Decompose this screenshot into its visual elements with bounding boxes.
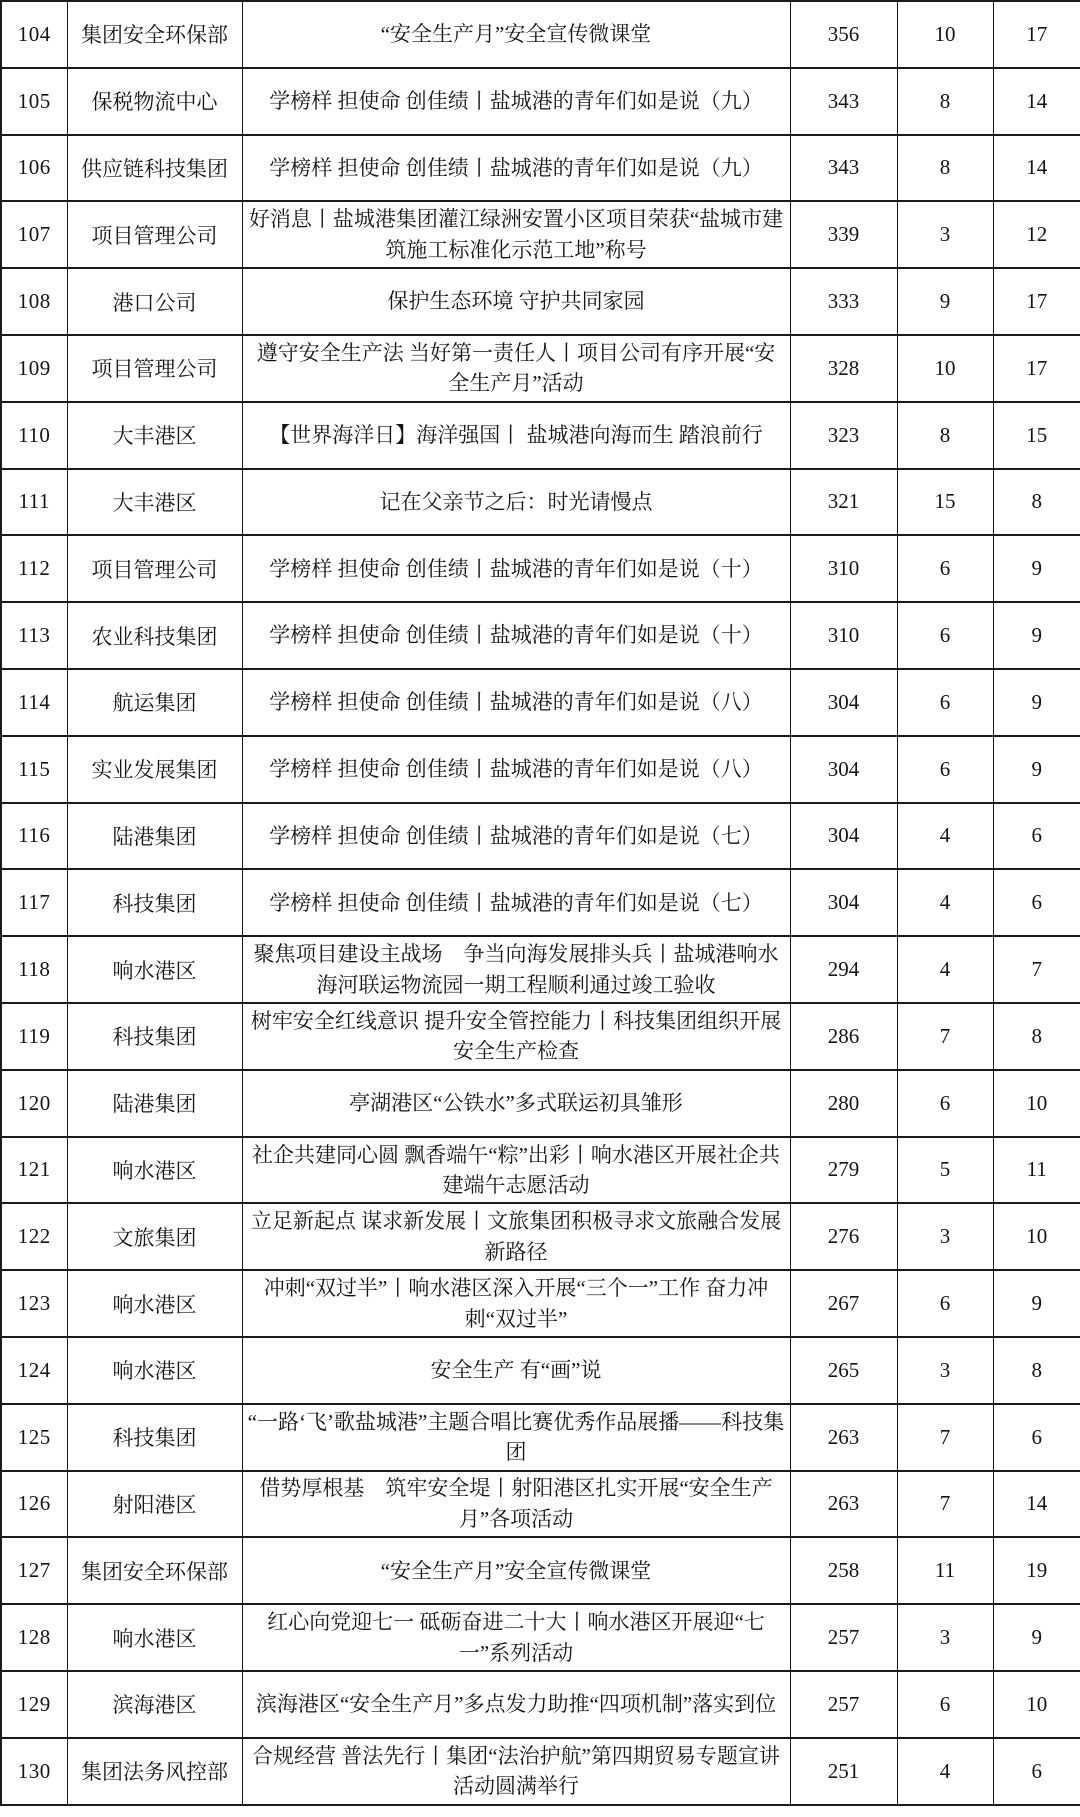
article-title-cell: 学榜样 担使命 创佳绩丨盐城港的青年们如是说（十） <box>242 602 790 669</box>
article-title-cell: 滨海港区“安全生产月”多点发力助推“四项机制”落实到位 <box>242 1671 790 1738</box>
department-cell: 项目管理公司 <box>67 201 242 268</box>
table-row <box>1 402 1080 469</box>
article-title-cell: 合规经营 普法先行丨集团“法治护航”第四期贸易专题宣讲活动圆满举行 <box>242 1738 790 1805</box>
table-row <box>1 68 1080 135</box>
table-row <box>1 469 1080 536</box>
count-cell-1: 276 <box>790 1203 897 1270</box>
count-cell-1: 286 <box>790 1003 897 1070</box>
article-title-cell: 【世界海洋日】海洋强国丨 盐城港向海而生 踏浪前行 <box>242 402 790 469</box>
department-cell: 供应链科技集团 <box>67 135 242 202</box>
count-cell-1: 257 <box>790 1604 897 1671</box>
article-title-cell: 借势厚根基 筑牢安全堤丨射阳港区扎实开展“安全生产月”各项活动 <box>242 1471 790 1538</box>
count-cell-1: 304 <box>790 803 897 870</box>
count-cell-2: 6 <box>897 1270 993 1337</box>
table-row <box>1 936 1080 1003</box>
count-cell-3: 8 <box>993 1003 1080 1070</box>
count-cell-3: 17 <box>993 268 1080 335</box>
article-title-cell: 学榜样 担使命 创佳绩丨盐城港的青年们如是说（十） <box>242 535 790 602</box>
count-cell-1: 280 <box>790 1070 897 1137</box>
count-cell-3: 19 <box>993 1537 1080 1604</box>
article-title-cell: 冲刺“双过半”丨响水港区深入开展“三个一”工作 奋力冲刺“双过半” <box>242 1270 790 1337</box>
department-cell: 集团法务风控部 <box>67 1738 242 1805</box>
department-cell: 集团安全环保部 <box>67 1537 242 1604</box>
count-cell-3: 9 <box>993 602 1080 669</box>
count-cell-2: 3 <box>897 201 993 268</box>
count-cell-1: 323 <box>790 402 897 469</box>
count-cell-3: 9 <box>993 736 1080 803</box>
count-cell-2: 8 <box>897 68 993 135</box>
row-number-cell: 123 <box>1 1270 67 1337</box>
count-cell-2: 8 <box>897 402 993 469</box>
article-title-cell: 学榜样 担使命 创佳绩丨盐城港的青年们如是说（七） <box>242 869 790 936</box>
row-number-cell: 106 <box>1 135 67 202</box>
row-number-cell: 115 <box>1 736 67 803</box>
count-cell-1: 310 <box>790 602 897 669</box>
article-title-cell: 保护生态环境 守护共同家园 <box>242 268 790 335</box>
count-cell-1: 304 <box>790 736 897 803</box>
row-number-cell: 116 <box>1 803 67 870</box>
department-cell: 航运集团 <box>67 669 242 736</box>
article-title-cell: 安全生产 有“画”说 <box>242 1337 790 1404</box>
department-cell: 科技集团 <box>67 1404 242 1471</box>
department-cell: 文旅集团 <box>67 1203 242 1270</box>
count-cell-3: 9 <box>993 1270 1080 1337</box>
article-title-cell: 好消息丨盐城港集团灌江绿洲安置小区项目荣获“盐城市建筑施工标准化示范工地”称号 <box>242 201 790 268</box>
article-title-cell: 学榜样 担使命 创佳绩丨盐城港的青年们如是说（七） <box>242 803 790 870</box>
table-row <box>1 1671 1080 1738</box>
department-cell: 陆港集团 <box>67 803 242 870</box>
row-number-cell: 107 <box>1 201 67 268</box>
count-cell-1: 304 <box>790 669 897 736</box>
count-cell-3: 7 <box>993 936 1080 1003</box>
count-cell-1: 263 <box>790 1404 897 1471</box>
table-row <box>1 803 1080 870</box>
table-row <box>1 1738 1080 1805</box>
count-cell-3: 9 <box>993 1604 1080 1671</box>
count-cell-3: 6 <box>993 803 1080 870</box>
row-number-cell: 113 <box>1 602 67 669</box>
count-cell-3: 14 <box>993 1471 1080 1538</box>
row-number-cell: 117 <box>1 869 67 936</box>
count-cell-2: 3 <box>897 1203 993 1270</box>
count-cell-2: 4 <box>897 1738 993 1805</box>
row-number-cell: 129 <box>1 1671 67 1738</box>
row-number-cell: 128 <box>1 1604 67 1671</box>
department-cell: 港口公司 <box>67 268 242 335</box>
count-cell-1: 343 <box>790 68 897 135</box>
count-cell-1: 267 <box>790 1270 897 1337</box>
count-cell-3: 8 <box>993 1337 1080 1404</box>
count-cell-2: 7 <box>897 1471 993 1538</box>
count-cell-2: 5 <box>897 1137 993 1204</box>
table-row <box>1 535 1080 602</box>
count-cell-2: 4 <box>897 869 993 936</box>
department-cell: 项目管理公司 <box>67 335 242 402</box>
row-number-cell: 114 <box>1 669 67 736</box>
count-cell-1: 251 <box>790 1738 897 1805</box>
count-cell-2: 6 <box>897 669 993 736</box>
department-cell: 实业发展集团 <box>67 736 242 803</box>
article-title-cell: 学榜样 担使命 创佳绩丨盐城港的青年们如是说（八） <box>242 669 790 736</box>
table-row <box>1 1203 1080 1270</box>
table-row <box>1 1537 1080 1604</box>
count-cell-2: 6 <box>897 1671 993 1738</box>
row-number-cell: 126 <box>1 1471 67 1538</box>
count-cell-3: 6 <box>993 869 1080 936</box>
table-row <box>1 869 1080 936</box>
count-cell-1: 343 <box>790 135 897 202</box>
table-row <box>1 1003 1080 1070</box>
row-number-cell: 112 <box>1 535 67 602</box>
row-number-cell: 104 <box>1 1 67 68</box>
article-title-cell: 红心向党迎七一 砥砺奋进二十大丨响水港区开展迎“七一”系列活动 <box>242 1604 790 1671</box>
count-cell-2: 6 <box>897 736 993 803</box>
count-cell-2: 6 <box>897 535 993 602</box>
row-number-cell: 109 <box>1 335 67 402</box>
department-cell: 科技集团 <box>67 869 242 936</box>
department-cell: 大丰港区 <box>67 402 242 469</box>
department-cell: 响水港区 <box>67 1337 242 1404</box>
count-cell-3: 8 <box>993 469 1080 536</box>
row-number-cell: 105 <box>1 68 67 135</box>
table-row <box>1 335 1080 402</box>
row-number-cell: 108 <box>1 268 67 335</box>
count-cell-3: 11 <box>993 1137 1080 1204</box>
article-title-cell: 亭湖港区“公铁水”多式联运初具雏形 <box>242 1070 790 1137</box>
count-cell-3: 17 <box>993 1 1080 68</box>
row-number-cell: 125 <box>1 1404 67 1471</box>
article-title-cell: 社企共建同心圆 飘香端午“粽”出彩丨响水港区开展社企共建端午志愿活动 <box>242 1137 790 1204</box>
count-cell-3: 9 <box>993 669 1080 736</box>
count-cell-1: 339 <box>790 201 897 268</box>
count-cell-3: 15 <box>993 402 1080 469</box>
count-cell-3: 12 <box>993 201 1080 268</box>
department-cell: 农业科技集团 <box>67 602 242 669</box>
row-number-cell: 119 <box>1 1003 67 1070</box>
count-cell-1: 258 <box>790 1537 897 1604</box>
row-number-cell: 118 <box>1 936 67 1003</box>
count-cell-1: 333 <box>790 268 897 335</box>
count-cell-2: 4 <box>897 936 993 1003</box>
count-cell-1: 257 <box>790 1671 897 1738</box>
article-title-cell: 学榜样 担使命 创佳绩丨盐城港的青年们如是说（九） <box>242 135 790 202</box>
article-title-cell: 记在父亲节之后：时光请慢点 <box>242 469 790 536</box>
article-title-cell: 树牢安全红线意识 提升安全管控能力丨科技集团组织开展安全生产检查 <box>242 1003 790 1070</box>
row-number-cell: 110 <box>1 402 67 469</box>
table-row <box>1 201 1080 268</box>
article-title-cell: “一路‘飞’歌盐城港”主题合唱比赛优秀作品展播——科技集团 <box>242 1404 790 1471</box>
count-cell-2: 8 <box>897 135 993 202</box>
count-cell-2: 4 <box>897 803 993 870</box>
department-cell: 陆港集团 <box>67 1070 242 1137</box>
department-cell: 滨海港区 <box>67 1671 242 1738</box>
table-row <box>1 669 1080 736</box>
table-row <box>1 1137 1080 1204</box>
department-cell: 保税物流中心 <box>67 68 242 135</box>
row-number-cell: 120 <box>1 1070 67 1137</box>
count-cell-1: 263 <box>790 1471 897 1538</box>
count-cell-2: 9 <box>897 268 993 335</box>
table-row <box>1 1070 1080 1137</box>
article-title-cell: “安全生产月”安全宣传微课堂 <box>242 1537 790 1604</box>
article-title-cell: 遵守安全生产法 当好第一责任人丨项目公司有序开展“安全生产月”活动 <box>242 335 790 402</box>
table-row <box>1 1337 1080 1404</box>
department-cell: 项目管理公司 <box>67 535 242 602</box>
department-cell: 响水港区 <box>67 936 242 1003</box>
count-cell-2: 15 <box>897 469 993 536</box>
count-cell-3: 17 <box>993 335 1080 402</box>
count-cell-2: 3 <box>897 1337 993 1404</box>
count-cell-3: 10 <box>993 1671 1080 1738</box>
article-title-cell: 学榜样 担使命 创佳绩丨盐城港的青年们如是说（九） <box>242 68 790 135</box>
count-cell-2: 6 <box>897 602 993 669</box>
row-number-cell: 124 <box>1 1337 67 1404</box>
table-row <box>1 135 1080 202</box>
table-row <box>1 1471 1080 1538</box>
table-row <box>1 1270 1080 1337</box>
count-cell-1: 265 <box>790 1337 897 1404</box>
count-cell-3: 14 <box>993 68 1080 135</box>
count-cell-2: 6 <box>897 1070 993 1137</box>
table-row <box>1 602 1080 669</box>
count-cell-2: 7 <box>897 1404 993 1471</box>
count-cell-1: 328 <box>790 335 897 402</box>
count-cell-2: 3 <box>897 1604 993 1671</box>
article-title-cell: 聚焦项目建设主战场 争当向海发展排头兵丨盐城港响水海河联运物流园一期工程顺利通过竣工验收 <box>242 936 790 1003</box>
row-number-cell: 122 <box>1 1203 67 1270</box>
article-title-cell: 学榜样 担使命 创佳绩丨盐城港的青年们如是说（八） <box>242 736 790 803</box>
article-title-cell: 立足新起点 谋求新发展丨文旅集团积极寻求文旅融合发展新路径 <box>242 1203 790 1270</box>
count-cell-2: 11 <box>897 1537 993 1604</box>
count-cell-2: 10 <box>897 1 993 68</box>
count-cell-1: 304 <box>790 869 897 936</box>
row-number-cell: 127 <box>1 1537 67 1604</box>
department-cell: 射阳港区 <box>67 1471 242 1538</box>
count-cell-1: 279 <box>790 1137 897 1204</box>
table-row <box>1 268 1080 335</box>
count-cell-1: 294 <box>790 936 897 1003</box>
count-cell-2: 7 <box>897 1003 993 1070</box>
department-cell: 响水港区 <box>67 1604 242 1671</box>
department-cell: 响水港区 <box>67 1270 242 1337</box>
count-cell-1: 321 <box>790 469 897 536</box>
count-cell-3: 14 <box>993 135 1080 202</box>
count-cell-3: 6 <box>993 1404 1080 1471</box>
count-cell-3: 6 <box>993 1738 1080 1805</box>
row-number-cell: 111 <box>1 469 67 536</box>
count-cell-3: 9 <box>993 535 1080 602</box>
count-cell-3: 10 <box>993 1203 1080 1270</box>
row-number-cell: 121 <box>1 1137 67 1204</box>
count-cell-3: 10 <box>993 1070 1080 1137</box>
article-title-cell: “安全生产月”安全宣传微课堂 <box>242 1 790 68</box>
department-cell: 集团安全环保部 <box>67 1 242 68</box>
table-row <box>1 1604 1080 1671</box>
table-row <box>1 736 1080 803</box>
table-row <box>1 1404 1080 1471</box>
department-cell: 大丰港区 <box>67 469 242 536</box>
department-cell: 响水港区 <box>67 1137 242 1204</box>
count-cell-1: 356 <box>790 1 897 68</box>
department-cell: 科技集团 <box>67 1003 242 1070</box>
table-row <box>1 1 1080 68</box>
count-cell-1: 310 <box>790 535 897 602</box>
row-number-cell: 130 <box>1 1738 67 1805</box>
table-body <box>1 1 1080 1805</box>
count-cell-2: 10 <box>897 335 993 402</box>
